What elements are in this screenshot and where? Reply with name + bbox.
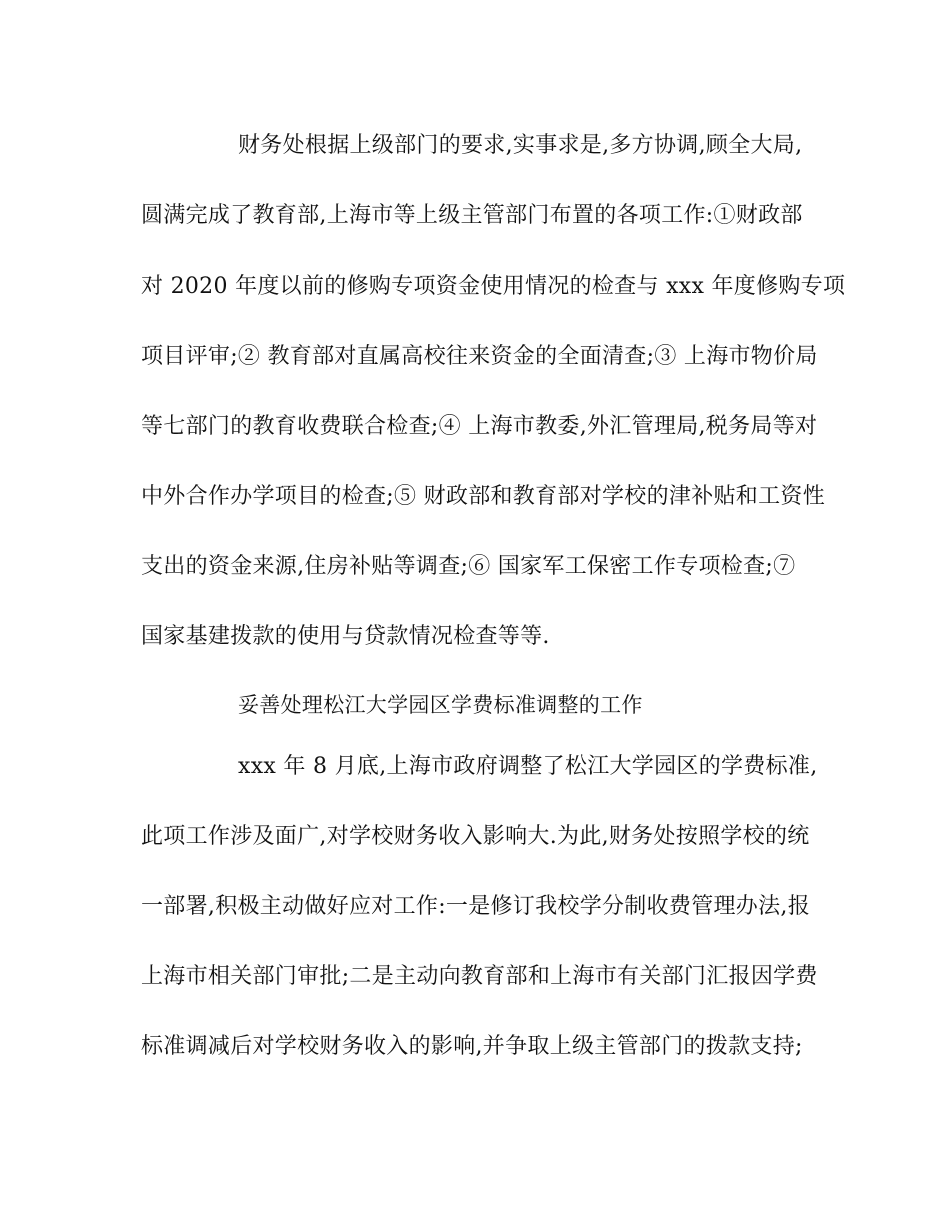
paragraph-1-line-1: 财务处根据上级部门的要求,实事求是,多方协调,顾全大局, bbox=[238, 133, 803, 158]
paragraph-1-line-6: 中外合作办学项目的检查;⑤ 财政部和教育部对学校的津补贴和工资性 bbox=[141, 484, 826, 509]
paragraph-2-line-2: 此项工作涉及面广,对学校财务收入影响大.为此,财务处按照学校的统 bbox=[141, 824, 810, 849]
paragraph-2-line-5: 标准调减后对学校财务收入的影响,并争取上级主管部门的拨款支持; bbox=[141, 1034, 803, 1059]
paragraph-1-line-4: 项目评审;② 教育部对直属高校往来资金的全面清查;③ 上海市物价局 bbox=[141, 344, 818, 369]
paragraph-1-line-7: 支出的资金来源,住房补贴等调查;⑥ 国家军工保密工作专项检查;⑦ bbox=[141, 554, 796, 579]
paragraph-2-line-1: xxx 年 8 月底,上海市政府调整了松江大学园区的学费标准, bbox=[238, 754, 818, 779]
paragraph-1-line-3: 对 2020 年度以前的修购专项资金使用情况的检查与 xxx 年度修购专项 bbox=[141, 274, 846, 299]
paragraph-2-line-4: 上海市相关部门审批;二是主动向教育部和上海市有关部门汇报因学费 bbox=[141, 964, 818, 989]
section-heading: 妥善处理松江大学园区学费标准调整的工作 bbox=[238, 693, 643, 717]
paragraph-2-line-3: 一部署,积极主动做好应对工作:一是修订我校学分制收费管理办法,报 bbox=[141, 894, 811, 919]
paragraph-1-line-8: 国家基建拨款的使用与贷款情况检查等等. bbox=[141, 624, 550, 649]
paragraph-1-line-5: 等七部门的教育收费联合检查;④ 上海市教委,外汇管理局,税务局等对 bbox=[141, 414, 818, 439]
paragraph-1-line-2: 圆满完成了教育部,上海市等上级主管部门布置的各项工作:①财政部 bbox=[141, 203, 803, 228]
